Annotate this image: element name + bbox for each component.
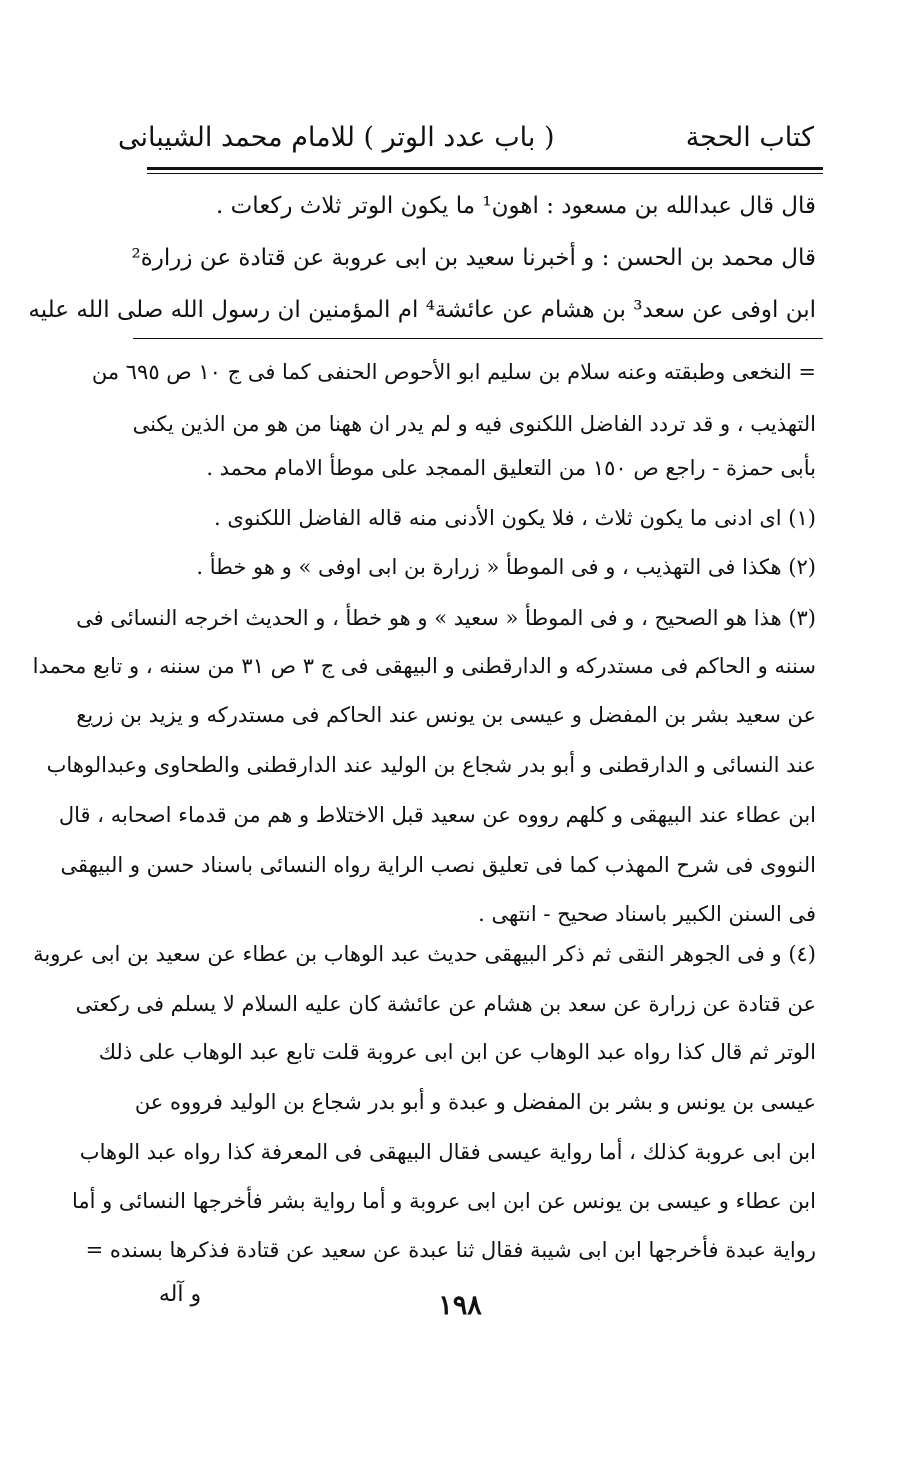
footnote-line: فى السنن الكبير باسناد صحيح - انتهى . bbox=[478, 902, 816, 926]
footnote-line: النووى فى شرح المهذب كما فى تعليق نصب الراية رواه النسائى باسناد حسن و البيهقى bbox=[60, 853, 816, 877]
page-number: ١٩٨ bbox=[438, 1290, 482, 1321]
catchword: و آله bbox=[158, 1282, 202, 1307]
footnote-line: (٣) هذا هو الصحيح ، و فى الموطأ « سعيد » و هو خطأ ، و الحديث اخرجه النسائى فى bbox=[76, 606, 816, 630]
footnote-line: عن سعيد بشر بن المفضل و عيسى بن يونس عند الحاكم فى مستدركه و يزيد بن زريع bbox=[76, 703, 816, 727]
footnote-line: = النخعى وطبقته وعنه سلام بن سليم ابو الأحوص الحنفى كما فى ج ١٠ ص ٦٩٥ من bbox=[91, 360, 816, 384]
chapter-title: ( باب عدد الوتر ) bbox=[363, 122, 555, 153]
header-rule-thin bbox=[147, 173, 823, 174]
author-name: للامام محمد الشيبانى bbox=[118, 122, 355, 153]
footnote-line: بأبى حمزة - راجع ص ١٥٠ من التعليق الممجد على موطأ الامام محمد . bbox=[206, 456, 816, 480]
footnote-line: ابن ابى عروبة كذلك ، أما رواية عيسى فقال البيهقى فى المعرفة كذا رواه عبد الوهاب bbox=[79, 1140, 816, 1164]
footnote-line: سننه و الحاكم فى مستدركه و الدارقطنى و البيهقى فى ج ٣ ص ٣١ من سننه ، و تابع محمدا bbox=[32, 654, 816, 678]
running-header bbox=[100, 118, 818, 162]
body-line: قال قال عبدالله بن مسعود : اهون¹ ما يكون الوتر ثلاث ركعات . bbox=[216, 193, 816, 219]
header-rule-thick bbox=[147, 167, 823, 170]
footnote-line: رواية عبدة فأخرجها ابن ابى شيبة فقال ثنا عبدة عن سعيد عن قتادة فذكرها بسنده = bbox=[85, 1238, 816, 1262]
footnote-line: التهذيب ، و قد تردد الفاضل اللكنوى فيه و لم يدر ان ههنا من هو من الذين يكنى bbox=[132, 412, 816, 436]
footnote-line: ابن عطاء عند البيهقى و كلهم رووه عن سعيد قبل الاختلاط و هم من قدماء اصحابه ، قال bbox=[58, 803, 816, 827]
body-line: ابن اوفى عن سعد³ بن هشام عن عائشة⁴ ام المؤمنين ان رسول الله صلى الله عليه bbox=[28, 297, 816, 323]
footnote-line: (٢) هكذا فى التهذيب ، و فى الموطأ « زرارة بن ابى اوفى » و هو خطأ . bbox=[196, 555, 816, 579]
footnote-line: عن قتادة عن زرارة عن سعد بن هشام عن عائشة كان عليه السلام لا يسلم فى ركعتى bbox=[75, 992, 816, 1016]
footnote-line: ابن عطاء و عيسى بن يونس عن ابن ابى عروبة و أما رواية بشر فأخرجها النسائى و أما bbox=[71, 1189, 816, 1213]
footnote-line: (١) اى ادنى ما يكون ثلاث ، فلا يكون الأدنى منه قاله الفاضل اللكنوى . bbox=[213, 506, 816, 530]
body-line: قال محمد بن الحسن : و أخبرنا سعيد بن ابى عروبة عن قتادة عن زرارة² bbox=[131, 245, 816, 271]
footnote-line: عند النسائى و الدارقطنى و أبو بدر شجاع بن الوليد عند الدارقطنى والطحاوى وعبدالوهاب bbox=[46, 753, 816, 777]
footnote-separator bbox=[133, 338, 823, 339]
footnote-line: عيسى بن يونس و بشر بن المفضل و عبدة و أبو بدر شجاع بن الوليد فرووه عن bbox=[134, 1090, 816, 1114]
footnote-line: الوتر ثم قال كذا رواه عبد الوهاب عن ابن ابى عروبة قلت تابع عبد الوهاب على ذلك bbox=[98, 1040, 816, 1064]
book-title: كتاب الحجة bbox=[685, 122, 814, 153]
footnote-line: (٤) و فى الجوهر النقى ثم ذكر البيهقى حديث عبد الوهاب بن عطاء عن سعيد بن ابى عروبة bbox=[33, 942, 816, 966]
